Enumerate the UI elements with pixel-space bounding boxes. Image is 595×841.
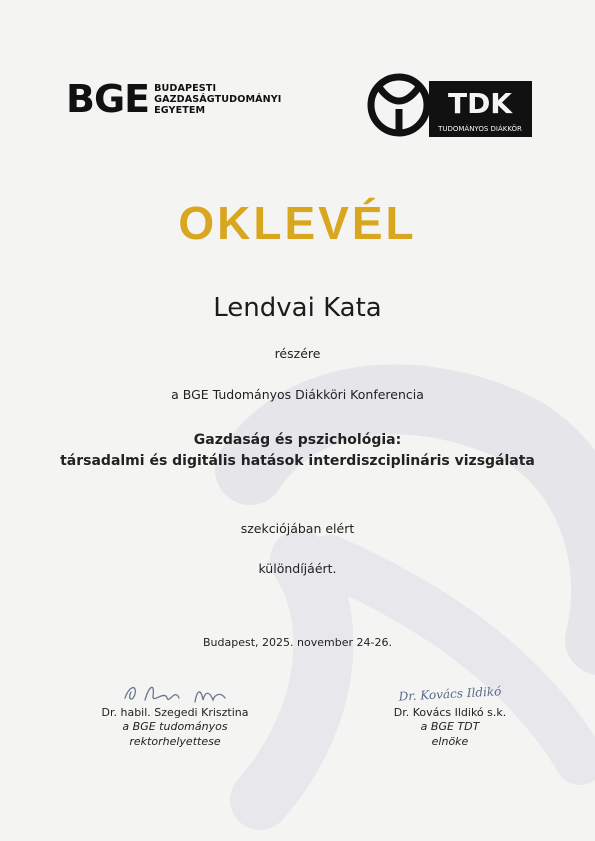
signature-right (330, 680, 570, 749)
event-name: a BGE Tudományos Diákköri Konferencia (171, 387, 424, 402)
signer-left-role-2: rektorhelyettese (129, 735, 221, 748)
for-text: részére (274, 346, 321, 361)
place-date: Budapest, 2025. november 24-26. (203, 636, 392, 649)
signer-left-name: Dr. habil. Szegedi Krisztina (101, 706, 249, 719)
award-text: különdíjáért. (258, 561, 337, 576)
certificate-title: OKLEVÉL (178, 197, 417, 249)
bge-logo-line-3: EGYETEM (154, 104, 206, 116)
handwritten-signature-left (105, 680, 245, 706)
section-title-line-2: társadalmi és digitális hatások interdiszciplináris vizsgálata (60, 453, 535, 469)
section-suffix: szekciójában elért (240, 521, 355, 536)
signer-right-role-1: a BGE TDT (420, 720, 480, 733)
tdk-emblem-icon (371, 77, 427, 133)
bge-logo-line-1: BUDAPESTI (154, 82, 217, 94)
signer-right-handwriting: Dr. Kovács Ildikó (398, 684, 502, 704)
tdk-logo-mark: TDK (447, 87, 513, 120)
handwritten-signature-right (360, 680, 540, 706)
recipient-name: Lendvai Kata (213, 293, 382, 323)
signer-right-role-2: elnöke (431, 735, 469, 748)
signer-left-role-1: a BGE tudományos (122, 720, 228, 733)
bge-logo-mark: BGE (66, 77, 150, 121)
tdk-logo-subtitle: TUDOMÁNYOS DIÁKKÖR (438, 125, 522, 133)
signer-right-name: Dr. Kovács Ildikó s.k. (393, 706, 507, 719)
tdk-logo (365, 71, 535, 141)
bge-logo-text (154, 83, 281, 116)
bge-logo-line-2: GAZDASÁGTUDOMÁNYI (154, 93, 282, 105)
section-title-line-1: Gazdaság és pszichológia: (193, 432, 402, 448)
signature-left (55, 680, 295, 749)
bge-logo (66, 77, 282, 121)
